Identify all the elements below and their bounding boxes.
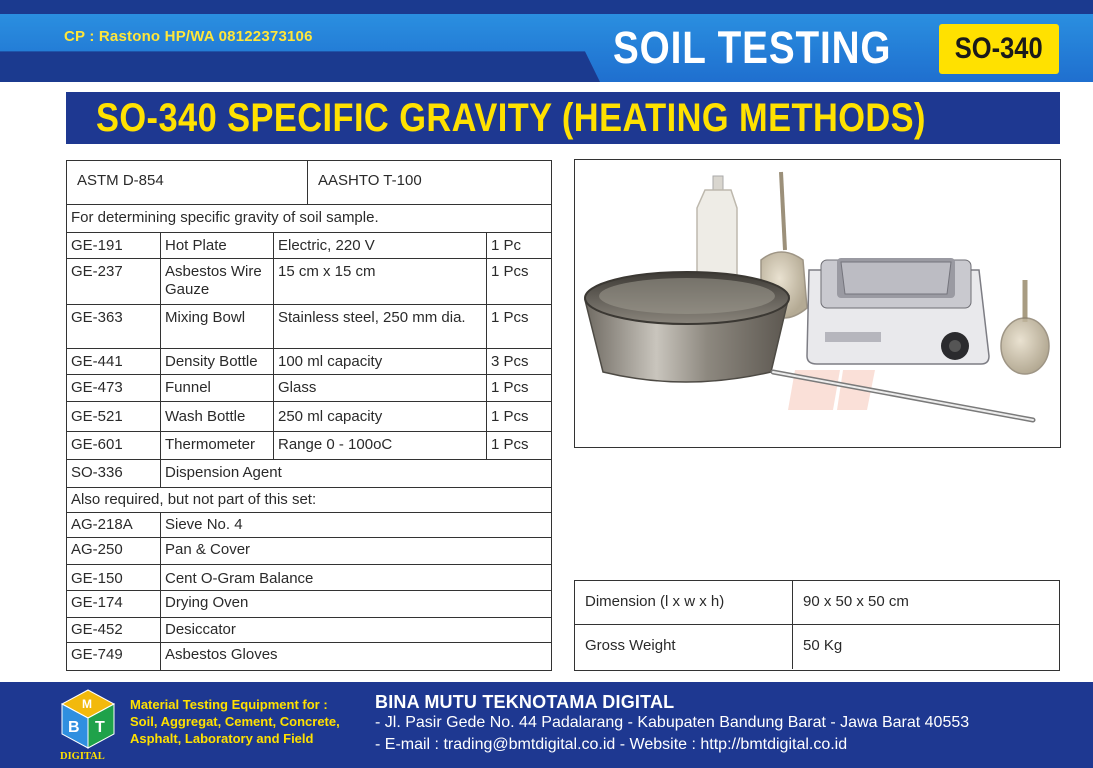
- tagline-line-3: Asphalt, Laboratory and Field: [130, 731, 314, 746]
- standards-row: [67, 161, 551, 205]
- agent-name: Dispension Agent: [160, 460, 551, 487]
- item-code: GE-191: [71, 237, 123, 254]
- item-spec: 250 ml capacity: [273, 402, 486, 431]
- item-code: GE-237: [71, 263, 123, 280]
- product-title-bar: [66, 92, 1060, 144]
- equipment-illustration: [575, 160, 1061, 448]
- item-spec: 100 ml capacity: [273, 349, 486, 374]
- item-spec: Range 0 - 100oC: [273, 432, 486, 459]
- item-name: Density Bottle: [160, 349, 273, 374]
- extra-code: GE-174: [71, 594, 123, 611]
- extra-name: Sieve No. 4: [160, 513, 551, 537]
- mixing-bowl: [585, 272, 789, 382]
- company-contact: [375, 712, 969, 756]
- item-spec: Electric, 220 V: [273, 233, 486, 258]
- header-light-stripe: [0, 14, 1093, 82]
- table-row: [67, 402, 551, 432]
- logo-letter-m: M: [82, 697, 92, 711]
- table-row: [67, 305, 551, 349]
- item-name: Funnel: [160, 375, 273, 401]
- extra-name: Drying Oven: [160, 591, 551, 617]
- agent-code: SO-336: [71, 464, 123, 481]
- item-qty: 1 Pcs: [486, 375, 551, 401]
- table-row: [67, 349, 551, 375]
- item-code: GE-601: [71, 436, 123, 453]
- also-required-row: [67, 488, 551, 513]
- bmt-logo: [58, 688, 118, 762]
- product-title: SO-340 SPECIFIC GRAVITY (HEATING METHODS): [96, 96, 926, 140]
- item-code: GE-473: [71, 379, 123, 396]
- description-row: [67, 205, 551, 233]
- table-row: [67, 591, 551, 618]
- item-qty: 1 Pcs: [486, 402, 551, 431]
- item-qty: 3 Pcs: [486, 349, 551, 374]
- item-qty: 1 Pc: [486, 233, 551, 258]
- extra-code: GE-749: [71, 646, 123, 663]
- item-name: Asbestos Wire Gauze: [160, 259, 273, 304]
- extra-code: GE-150: [71, 570, 123, 587]
- header-band: [0, 0, 1093, 82]
- item-name: Wash Bottle: [160, 402, 273, 431]
- standard-astm: ASTM D-854: [77, 172, 164, 189]
- dimension-value: 90 x 50 x 50 cm: [803, 593, 909, 610]
- company-address: - Jl. Pasir Gede No. 44 Padalarang - Kabupaten Bandung Barat - Jawa Barat 40553: [375, 714, 970, 731]
- item-code: GE-441: [71, 353, 123, 370]
- table-row: [67, 513, 551, 538]
- table-row: [67, 432, 551, 460]
- footer: [0, 682, 1093, 768]
- extra-name: Cent O-Gram Balance: [160, 565, 551, 590]
- extra-name: Desiccator: [160, 618, 551, 642]
- table-row: [67, 460, 551, 488]
- product-photo: [574, 159, 1061, 448]
- contact-info: CP : Rastono HP/WA 08122373106: [64, 28, 313, 45]
- also-required-label: Also required, but not part of this set:: [71, 491, 317, 508]
- tagline-line-2: Soil, Aggregat, Cement, Concrete,: [130, 714, 340, 729]
- item-name: Hot Plate: [160, 233, 273, 258]
- item-spec: Stainless steel, 250 mm dia.: [273, 305, 486, 348]
- product-code-badge: [939, 24, 1059, 74]
- weight-row: [575, 625, 1059, 669]
- item-code: GE-363: [71, 309, 123, 326]
- table-row: [67, 538, 551, 565]
- table-row: [67, 565, 551, 591]
- dimension-label: Dimension (l x w x h): [575, 581, 793, 624]
- dimension-row: [575, 581, 1059, 625]
- brand-title: SOIL TESTING: [613, 22, 892, 73]
- item-code: GE-521: [71, 408, 123, 425]
- extra-name: Asbestos Gloves: [160, 643, 551, 670]
- standard-aashto: AASHTO T-100: [307, 161, 551, 204]
- item-qty: 1 Pcs: [486, 259, 551, 304]
- company-name: BINA MUTU TEKNOTAMA DIGITAL: [375, 692, 675, 712]
- extra-code: AG-250: [71, 541, 123, 558]
- table-row: [67, 259, 551, 305]
- description-text: For determining specific gravity of soil sample.: [71, 209, 379, 226]
- tagline-line-1: Material Testing Equipment for :: [130, 697, 328, 712]
- item-qty: 1 Pcs: [486, 432, 551, 459]
- weight-value: 50 Kg: [803, 637, 843, 654]
- table-row: [67, 233, 551, 259]
- company-email-website: - E-mail : trading@bmtdigital.co.id - Website : http://bmtdigital.co.id: [375, 736, 848, 753]
- item-spec: 15 cm x 15 cm: [273, 259, 486, 304]
- spec-table: [66, 160, 552, 671]
- item-name: Mixing Bowl: [160, 305, 273, 348]
- tagline: [130, 696, 340, 747]
- extra-code: GE-452: [71, 621, 123, 638]
- weight-label: Gross Weight: [575, 625, 793, 669]
- extra-name: Pan & Cover: [160, 538, 551, 564]
- item-name: Thermometer: [160, 432, 273, 459]
- table-row: [67, 643, 551, 670]
- table-row: [67, 375, 551, 402]
- product-code-text: SO-340: [955, 32, 1043, 65]
- logo-letter-b: B: [68, 719, 80, 736]
- dimension-table: [574, 580, 1060, 671]
- extra-code: AG-218A: [71, 516, 133, 533]
- item-qty: 1 Pcs: [486, 305, 551, 348]
- density-bottle: [1001, 280, 1049, 374]
- logo-letter-t: T: [95, 719, 105, 736]
- logo-caption: DIGITAL: [60, 751, 105, 762]
- hot-plate: [807, 258, 989, 364]
- table-row: [67, 618, 551, 643]
- item-spec: Glass: [273, 375, 486, 401]
